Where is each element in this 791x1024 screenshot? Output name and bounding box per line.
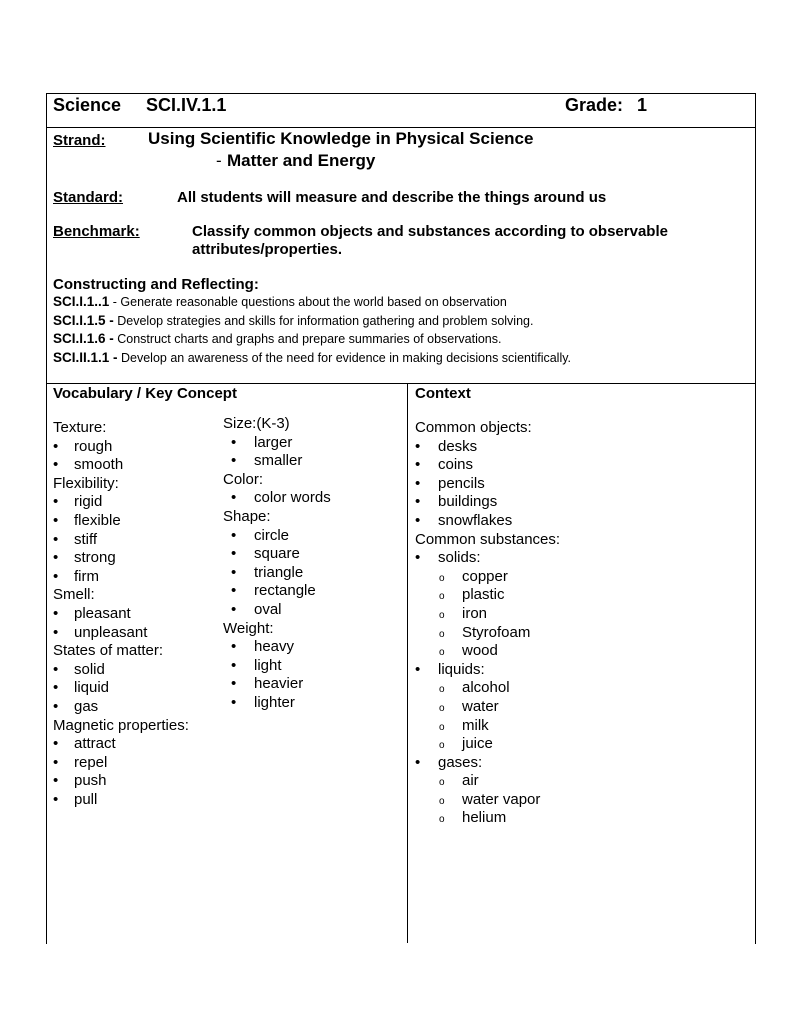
list-item: • coins [415,456,474,474]
list-heading: Texture: [53,419,107,436]
bullet-icon: • [53,604,59,622]
bullet-icon: • [53,549,59,567]
list-item: • light [231,656,282,674]
list-heading: Color: [223,470,264,488]
bullet-icon: • [415,511,421,529]
bullet-icon: • [415,549,421,567]
constructing-item: SCI.I.1.5 - Develop strategies and skills for information gathering and problem solving. [53,312,534,328]
list-item: • liquid [53,679,110,697]
circle-bullet-icon: o [439,721,445,733]
list-item: • firm [53,567,99,585]
list-subitem: o iron [415,605,745,624]
list-subitem: o wood [415,642,745,661]
constructing-list [53,293,571,367]
bullet-icon: • [231,433,237,451]
list-heading: Common substances: [415,530,561,548]
list-item: • pull [53,790,98,808]
circle-bullet-icon: o [439,740,445,752]
list-item: • oval [231,600,282,618]
strand-dash: - [216,151,222,170]
circle-bullet-icon: o [439,702,445,714]
list-item: • desks [415,437,478,455]
list-item: • solids: [415,549,481,567]
list-item: • smaller [231,452,303,470]
bullet-icon: • [415,753,421,771]
standard-label: Standard: [53,189,124,206]
list-item: • rectangle [231,582,316,600]
bullet-icon: • [53,790,59,808]
list-heading: Weight: [223,619,274,637]
grade-value: 1 [637,95,648,115]
bullet-icon: • [53,623,59,641]
grade-label: Grade: [565,95,624,115]
list-item: • heavier [231,675,304,693]
course-code: SCI.IV.1.1 [146,95,227,115]
list-item: • lighter [231,693,295,711]
bullet-icon: • [231,600,237,618]
column-divider [407,383,408,943]
list-item: • pencils [415,474,485,492]
list-subitem: o milk [415,717,745,736]
list-subitem: o helium [415,809,745,828]
list-subitem: o alcohol [415,679,745,698]
list-item: • smooth [53,456,124,474]
list-heading: Smell: [53,586,95,604]
section-divider [46,383,755,384]
vocabulary-list-col2 [223,415,403,713]
bullet-icon: • [53,735,59,753]
list-item: • flexible [53,511,121,529]
list-subitem: o copper [415,568,745,587]
bullet-icon: • [53,753,59,771]
bullet-icon: • [53,679,59,697]
vocabulary-list-col1 [53,419,223,809]
header-divider [46,127,755,128]
constructing-item: SCI.I.1.6 - Construct charts and graphs and prepare summaries of observations. [53,331,502,346]
list-item: • solid [53,660,105,678]
list-subitem: o water vapor [415,791,745,810]
bullet-icon: • [231,526,237,544]
bullet-icon: • [231,545,237,563]
list-item: • snowflakes [415,511,513,529]
bullet-icon: • [53,437,59,455]
list-item: • circle [231,526,290,544]
constructing-heading: Constructing and Reflecting: [53,276,259,293]
bullet-icon: • [53,660,59,678]
bullet-icon: • [231,693,237,711]
list-subitem: o Styrofoam [415,624,745,643]
bullet-icon: • [53,697,59,715]
bullet-icon: • [415,474,421,492]
list-heading: States of matter: [53,642,164,660]
list-heading: Magnetic properties: [53,716,189,734]
circle-bullet-icon: o [439,684,445,696]
constructing-item: SCI.II.1.1 - Develop an awareness of the need for evidence in making decisions scientifically. [53,349,572,365]
circle-bullet-icon: o [439,795,445,807]
list-item: • stiff [53,530,98,548]
benchmark-text-line2: attributes/properties. [192,241,343,258]
bullet-icon: • [231,489,237,507]
bullet-icon: • [231,582,237,600]
bullet-icon: • [415,660,421,678]
circle-bullet-icon: o [439,647,445,659]
bullet-icon: • [231,452,237,470]
list-item: • unpleasant [53,623,148,641]
list-heading: Shape: [223,507,271,525]
circle-bullet-icon: o [439,609,445,621]
list-item: • pleasant [53,604,131,622]
list-item: • repel [53,753,108,771]
circle-bullet-icon: o [439,572,445,584]
bullet-icon: • [231,656,237,674]
list-subitem: o air [415,772,745,791]
context-heading: Context [415,385,471,402]
circle-bullet-icon: o [439,777,445,789]
vocabulary-heading: Vocabulary / Key Concept [53,385,237,402]
list-subitem: o juice [415,735,745,754]
list-item: • color words [231,489,331,507]
list-item: • gases: [415,753,483,771]
list-item: • attract [53,735,116,753]
benchmark-text-line1: Classify common objects and substances according to observable [192,223,668,240]
bullet-icon: • [231,675,237,693]
circle-bullet-icon: o [439,628,445,640]
strand-subtitle: Matter and Energy [227,151,376,170]
list-item: • gas [53,697,99,715]
bullet-icon: • [53,511,59,529]
list-item: • rough [53,437,113,455]
bullet-icon: • [53,530,59,548]
list-item: • larger [231,433,293,451]
subject-title: Science [53,95,122,115]
strand-title: Using Scientific Knowledge in Physical Science [148,129,534,148]
list-item: • rigid [53,493,103,511]
bullet-icon: • [53,567,59,585]
circle-bullet-icon: o [439,814,445,826]
benchmark-label: Benchmark: [53,223,140,240]
strand-label: Strand: [53,132,106,149]
context-list [415,419,745,828]
list-heading: Flexibility: [53,474,119,492]
list-item: • heavy [231,638,295,656]
bullet-icon: • [231,638,237,656]
list-item: • buildings [415,493,498,511]
list-heading: Common objects: [415,419,532,436]
bullet-icon: • [53,456,59,474]
constructing-item: SCI.I.1..1 - Generate reasonable questions about the world based on observation [53,294,507,309]
list-subitem: o water [415,698,745,717]
bullet-icon: • [231,563,237,581]
list-item: • liquids: [415,660,485,678]
list-heading: Size:(K-3) [223,415,290,432]
bullet-icon: • [415,456,421,474]
standard-text: All students will measure and describe the things around us [177,189,607,206]
bullet-icon: • [415,437,421,455]
list-item: • push [53,772,107,790]
circle-bullet-icon: o [439,591,445,603]
list-subitem: o plastic [415,586,745,605]
bullet-icon: • [53,493,59,511]
list-item: • strong [53,549,116,567]
bullet-icon: • [415,493,421,511]
list-item: • square [231,545,300,563]
bullet-icon: • [53,772,59,790]
list-item: • triangle [231,563,304,581]
